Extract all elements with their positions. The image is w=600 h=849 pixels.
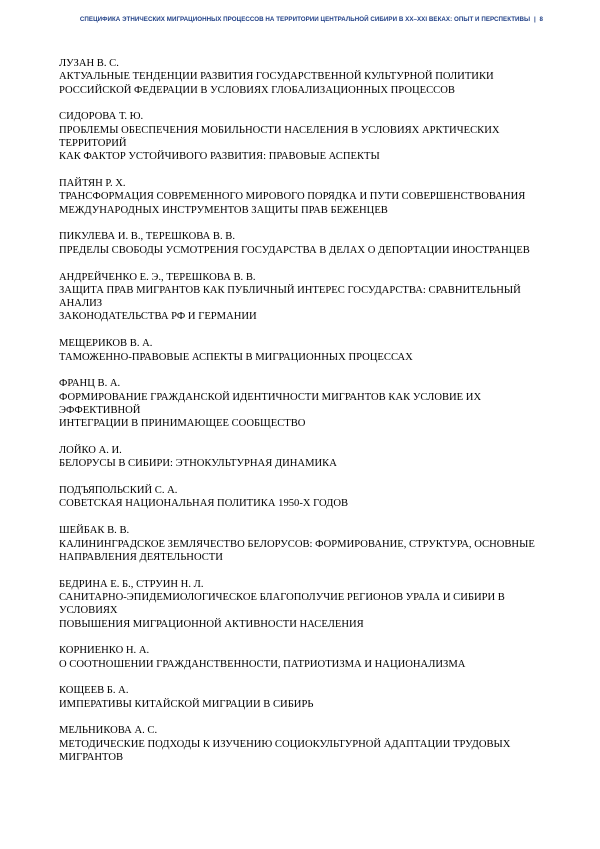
header-separator: | [533,16,536,23]
toc-entry[interactable] [59,484,559,511]
toc-entry[interactable] [59,724,559,764]
entry-authors: КОЩЕЕВ Б. А. [59,685,129,697]
toc-entry[interactable] [59,578,559,631]
entry-authors: ШЕЙБАК В. В. [59,525,130,537]
entry-title: ТАМОЖЕННО-ПРАВОВЫЕ АСПЕКТЫ В МИГРАЦИОННЫХ ПРОЦЕССАХ [59,351,413,363]
entry-authors: ФРАНЦ В. А. [59,378,121,390]
entry-authors: МЕЛЬНИКОВА А. С. [59,725,158,737]
entry-title: ЗАЩИТА ПРАВ МИГРАНТОВ КАК ПУБЛИЧНЫЙ ИНТЕРЕС ГОСУДАРСТВА: СРАВНИТЕЛЬНЫЙ АНАЛИЗ ЗАКОНОДАТЕЛЬСТВА РФ И ГЕРМАНИИ [59,284,521,323]
entry-authors: КОРНИЕНКО Н. А. [59,645,150,657]
toc-entry[interactable] [59,644,559,671]
entry-title: О СООТНОШЕНИИ ГРАЖДАНСТВЕННОСТИ, ПАТРИОТИЗМА И НАЦИОНАЛИЗМА [59,658,466,670]
toc-entry[interactable] [59,271,559,324]
entry-authors: МЕЩЕРИКОВ В. А. [59,338,153,350]
entry-title: ИМПЕРАТИВЫ КИТАЙСКОЙ МИГРАЦИИ В СИБИРЬ [59,698,314,710]
entry-title: ПРОБЛЕМЫ ОБЕСПЕЧЕНИЯ МОБИЛЬНОСТИ НАСЕЛЕНИЯ В УСЛОВИЯХ АРКТИЧЕСКИХ ТЕРРИТОРИЙ КАК ФАКТОР УСТОЙЧИВОГО РАЗВИТИЯ: ПРАВОВЫЕ АСПЕКТЫ [59,124,500,163]
entry-title: МЕТОДИЧЕСКИЕ ПОДХОДЫ К ИЗУЧЕНИЮ СОЦИОКУЛЬТУРНОЙ АДАПТАЦИИ ТРУДОВЫХ МИГРАНТОВ [59,738,511,764]
toc-entry[interactable] [59,337,559,364]
entry-title: КАЛИНИНГРАДСКОЕ ЗЕМЛЯЧЕСТВО БЕЛОРУСОВ: ФОРМИРОВАНИЕ, СТРУКТУРА, ОСНОВНЫЕ НАПРАВЛЕНИЯ ДЕЯТЕЛЬНОСТИ [59,538,535,563]
entry-title: ТРАНСФОРМАЦИЯ СОВРЕМЕННОГО МИРОВОГО ПОРЯДКА И ПУТИ СОВЕРШЕНСТВОВАНИЯ МЕЖДУНАРОДНЫХ ИНСТРУМЕНТОВ ЗАЩИТЫ ПРАВ БЕЖЕНЦЕВ [59,191,526,216]
toc-entry[interactable] [59,57,559,97]
entry-authors: ПОДЪЯПОЛЬСКИЙ С. А. [59,485,178,497]
running-title: СПЕЦИФИКА ЭТНИЧЕСКИХ МИГРАЦИОННЫХ ПРОЦЕССОВ НА ТЕРРИТОРИИ ЦЕНТРАЛЬНОЙ СИБИРИ В ХХ–ХХI ВЕКАХ: ОПЫТ И ПЕРСПЕКТИВЫ [79,16,531,23]
toc-entry[interactable] [59,524,559,564]
toc-entry[interactable] [59,230,559,257]
running-header [0,16,600,23]
entry-authors: ЛОЙКО А. И. [59,445,122,457]
toc-entry[interactable] [59,684,559,711]
page-number: 8 [539,16,543,23]
toc-entry[interactable] [59,377,559,430]
table-of-contents [59,57,559,778]
entry-authors: ПИКУЛЕВА И. В., ТЕРЕШКОВА В. В. [59,231,235,243]
entry-authors: ПАЙТЯН Р. Х. [59,178,126,190]
entry-title: БЕЛОРУСЫ В СИБИРИ: ЭТНОКУЛЬТУРНАЯ ДИНАМИКА [59,458,337,470]
toc-entry[interactable] [59,177,559,217]
entry-title: ПРЕДЕЛЫ СВОБОДЫ УСМОТРЕНИЯ ГОСУДАРСТВА В ДЕЛАХ О ДЕПОРТАЦИИ ИНОСТРАНЦЕВ [59,244,530,256]
entry-title: СОВЕТСКАЯ НАЦИОНАЛЬНАЯ ПОЛИТИКА 1950-Х ГОДОВ [59,498,349,510]
entry-title: АКТУАЛЬНЫЕ ТЕНДЕНЦИИ РАЗВИТИЯ ГОСУДАРСТВЕННОЙ КУЛЬТУРНОЙ ПОЛИТИКИ РОССИЙСКОЙ ФЕДЕРАЦИИ В УСЛОВИЯХ ГЛОБАЛИЗАЦИОННЫХ ПРОЦЕССОВ [59,71,494,96]
entry-authors: ЛУЗАН В. С. [59,58,119,69]
entry-title: САНИТАРНО-ЭПИДЕМИОЛОГИЧЕСКОЕ БЛАГОПОЛУЧИЕ РЕГИОНОВ УРАЛА И СИБИРИ В УСЛОВИЯХ ПОВЫШЕНИЯ МИГРАЦИОННОЙ АКТИВНОСТИ НАСЕЛЕНИЯ [59,591,505,630]
entry-authors: СИДОРОВА Т. Ю. [59,111,144,123]
entry-title: ФОРМИРОВАНИЕ ГРАЖДАНСКОЙ ИДЕНТИЧНОСТИ МИГРАНТОВ КАК УСЛОВИЕ ИХ ЭФФЕКТИВНОЙ ИНТЕГРАЦИИ В ПРИНИМАЮЩЕЕ СООБЩЕСТВО [59,391,482,430]
toc-entry[interactable] [59,110,559,163]
entry-authors: АНДРЕЙЧЕНКО Е. Э., ТЕРЕШКОВА В. В. [59,271,256,283]
entry-authors: БЕДРИНА Е. Б., СТРУИН Н. Л. [59,578,204,590]
toc-entry[interactable] [59,444,559,471]
